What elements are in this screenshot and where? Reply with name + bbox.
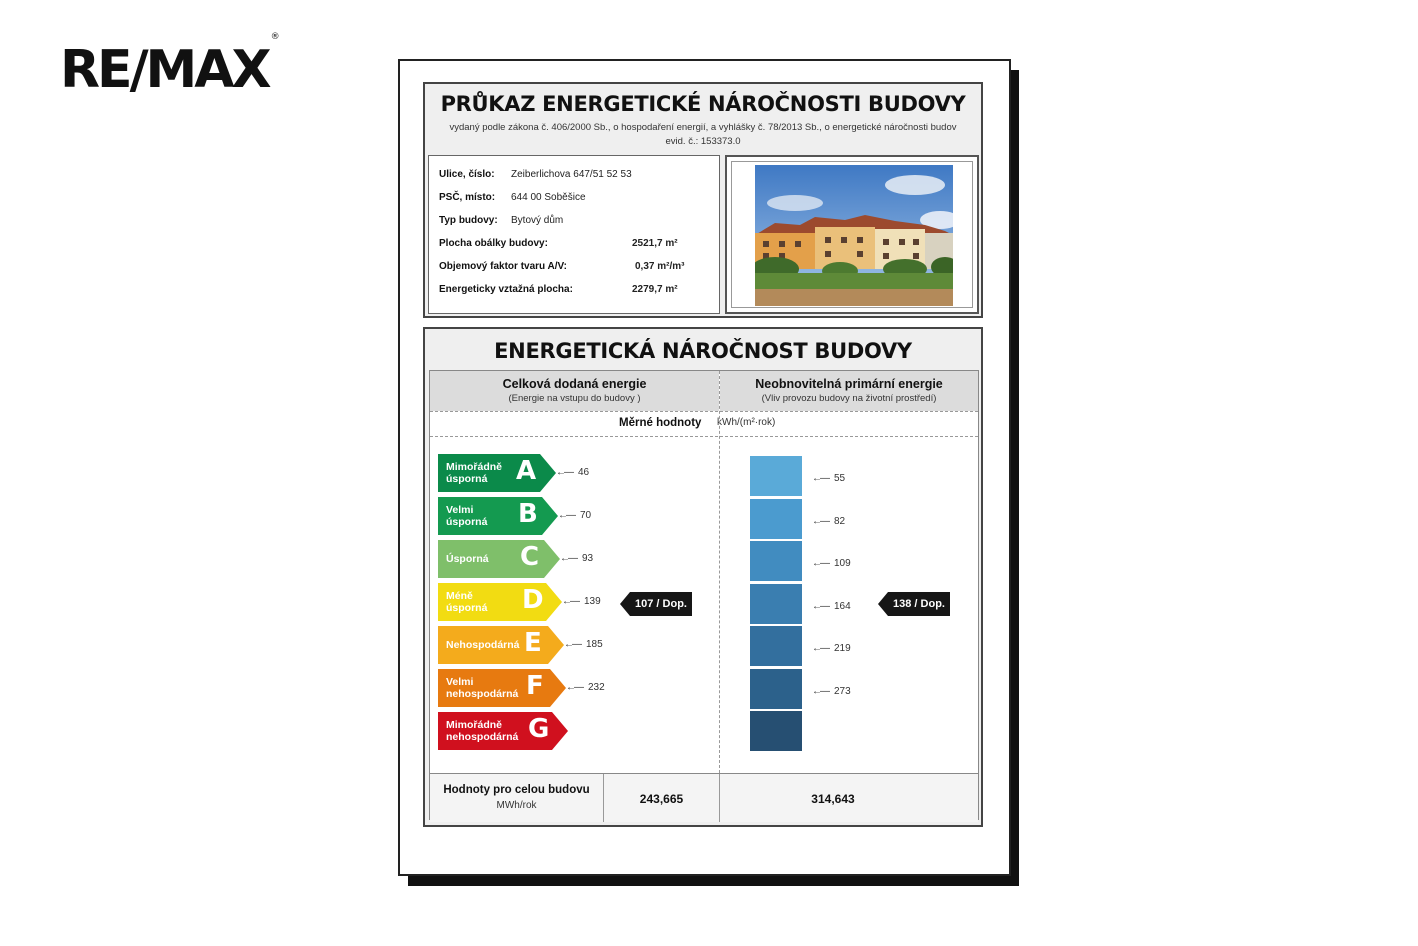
- field-value: 2521,7 m²: [632, 238, 678, 249]
- field-label: Objemový faktor tvaru A/V:: [439, 261, 567, 272]
- left-rating-marker: [630, 592, 692, 616]
- field-street: [439, 169, 632, 180]
- right-threshold-value: 219: [834, 643, 851, 654]
- left-arrow-icon: ←—: [812, 473, 828, 484]
- right-header-title: Neobnovitelná primární energie: [755, 377, 943, 391]
- right-marker-value: 138 / Dop.: [893, 598, 945, 610]
- field-postcode: [439, 192, 586, 203]
- marker-pointer-icon: [620, 592, 630, 616]
- certificate-subtitle: vydaný podle zákona č. 406/2000 Sb., o hospodaření energií, a vyhlášky č. 78/2013 Sb., o energetické náročnosti budov: [449, 122, 957, 133]
- left-threshold: [556, 467, 589, 478]
- left-header-subtitle: (Energie na vstupu do budovy ): [508, 393, 641, 404]
- left-threshold: [558, 510, 591, 521]
- left-arrow-icon: ←—: [556, 467, 572, 478]
- energy-class-a: [438, 454, 556, 492]
- left-threshold-value: 70: [580, 510, 592, 521]
- right-threshold: [812, 643, 851, 654]
- left-arrow-icon: ←—: [560, 553, 576, 564]
- primary-energy-block-d: [750, 584, 802, 624]
- remax-logo-text: RE/MAX: [60, 40, 269, 100]
- left-threshold-value: 93: [582, 553, 594, 564]
- class-name: Nehospodárná: [446, 639, 520, 651]
- field-building-type: [439, 215, 564, 226]
- primary-energy-block-c: [750, 541, 802, 581]
- right-threshold: [812, 516, 845, 527]
- class-letter: A: [516, 456, 537, 486]
- energy-class-b: [438, 497, 558, 535]
- class-name: Mimořádně nehospodárná: [446, 719, 519, 743]
- left-arrow-icon: ←—: [812, 685, 828, 697]
- left-arrow-icon: ←—: [812, 643, 828, 654]
- class-name: Méně úsporná: [446, 590, 488, 614]
- left-threshold-value: 139: [584, 596, 601, 607]
- energy-class-d: [438, 583, 562, 621]
- left-threshold-value: 185: [586, 639, 603, 650]
- primary-energy-block-f: [750, 669, 802, 709]
- left-threshold: [564, 639, 603, 650]
- class-letter: G: [528, 714, 550, 744]
- field-envelope-area: [439, 238, 678, 249]
- left-threshold-value: 46: [578, 467, 590, 478]
- evidence-number: evid. č.: 153373.0: [665, 136, 741, 147]
- class-letter: F: [526, 671, 544, 701]
- building-info-panel: [428, 155, 720, 314]
- right-threshold: [812, 473, 845, 484]
- field-value: 644 00 Soběšice: [511, 192, 586, 203]
- divider: [430, 436, 978, 437]
- primary-energy-block-a: [750, 456, 802, 496]
- field-shape-factor: [439, 261, 685, 272]
- left-arrow-icon: ←—: [558, 510, 574, 521]
- class-name: Velmi úsporná: [446, 504, 488, 528]
- right-threshold-value: 273: [834, 685, 851, 697]
- right-threshold: [812, 686, 851, 697]
- right-threshold-value: 55: [834, 473, 846, 484]
- class-letter: E: [524, 628, 542, 658]
- divider: [430, 411, 978, 412]
- field-value: Bytový dům: [511, 215, 564, 226]
- field-label: Energeticky vztažná plocha:: [439, 284, 573, 295]
- building-totals-row: [430, 773, 978, 822]
- registered-mark: ®: [270, 31, 280, 42]
- energy-class-f: [438, 669, 566, 707]
- left-arrow-icon: ←—: [562, 596, 578, 607]
- certificate-title: PRŮKAZ ENERGETICKÉ NÁROČNOSTI BUDOVY: [440, 92, 966, 116]
- left-threshold: [562, 596, 601, 607]
- right-threshold: [812, 601, 851, 612]
- left-arrow-icon: ←—: [566, 682, 582, 693]
- energy-class-g: [438, 712, 568, 750]
- left-marker-value: 107 / Dop.: [635, 598, 687, 610]
- left-header-title: Celková dodaná energie: [502, 377, 647, 391]
- totals-label-cell: [430, 774, 604, 822]
- unit-label: kWh/(m²·rok): [717, 417, 776, 428]
- left-arrow-icon: ←—: [812, 515, 828, 527]
- class-name: Úsporná: [446, 553, 489, 565]
- building-photo: [755, 165, 953, 306]
- field-label: Ulice, číslo:: [439, 169, 495, 180]
- right-threshold-value: 82: [834, 515, 846, 527]
- totals-label: Hodnoty pro celou budovu: [443, 784, 590, 796]
- energy-class-c: [438, 540, 560, 578]
- column-divider: [719, 371, 720, 773]
- right-threshold-value: 109: [834, 558, 851, 569]
- energy-rating-table: [429, 370, 979, 820]
- left-arrow-icon: ←—: [812, 600, 828, 612]
- marker-pointer-icon: [878, 592, 888, 616]
- class-letter: C: [520, 542, 540, 572]
- left-threshold: [560, 553, 593, 564]
- class-name: Velmi nehospodárná: [446, 676, 519, 700]
- right-column-header: [720, 371, 978, 411]
- primary-energy-block-b: [750, 499, 802, 539]
- class-name: Mimořádně úsporná: [446, 461, 503, 485]
- left-arrow-icon: ←—: [564, 639, 580, 650]
- field-label: PSČ, místo:: [439, 192, 496, 203]
- left-column-header: [430, 371, 719, 411]
- left-threshold: [566, 682, 605, 693]
- field-reference-area: [439, 284, 678, 295]
- right-rating-marker: [888, 592, 950, 616]
- building-photo-frame: [725, 155, 979, 314]
- energy-rating-title: ENERGETICKÁ NÁROČNOST BUDOVY: [494, 339, 912, 363]
- class-letter: B: [518, 499, 538, 529]
- left-total-value: 243,665: [639, 792, 684, 806]
- field-label: Typ budovy:: [439, 215, 498, 226]
- class-letter: D: [522, 585, 544, 615]
- field-value: 2279,7 m²: [632, 284, 678, 295]
- field-value: Zeiberlichova 647/51 52 53: [511, 169, 632, 180]
- remax-logo: [60, 31, 280, 100]
- right-threshold: [812, 558, 851, 569]
- field-label: Plocha obálky budovy:: [439, 238, 548, 249]
- left-threshold-value: 232: [588, 682, 605, 693]
- primary-energy-block-e: [750, 626, 802, 666]
- primary-energy-block-g: [750, 711, 802, 751]
- right-total-value: 314,643: [811, 792, 855, 806]
- left-arrow-icon: ←—: [812, 558, 828, 569]
- field-value: 0,37 m²/m³: [635, 261, 685, 272]
- energy-class-e: [438, 626, 564, 664]
- totals-unit: MWh/rok: [496, 800, 537, 811]
- right-threshold-value: 164: [834, 600, 851, 612]
- right-header-subtitle: (Vliv provozu budovy na životní prostředí): [761, 393, 937, 404]
- specific-values-label: Měrné hodnoty: [619, 417, 702, 429]
- left-total-cell: [604, 774, 720, 822]
